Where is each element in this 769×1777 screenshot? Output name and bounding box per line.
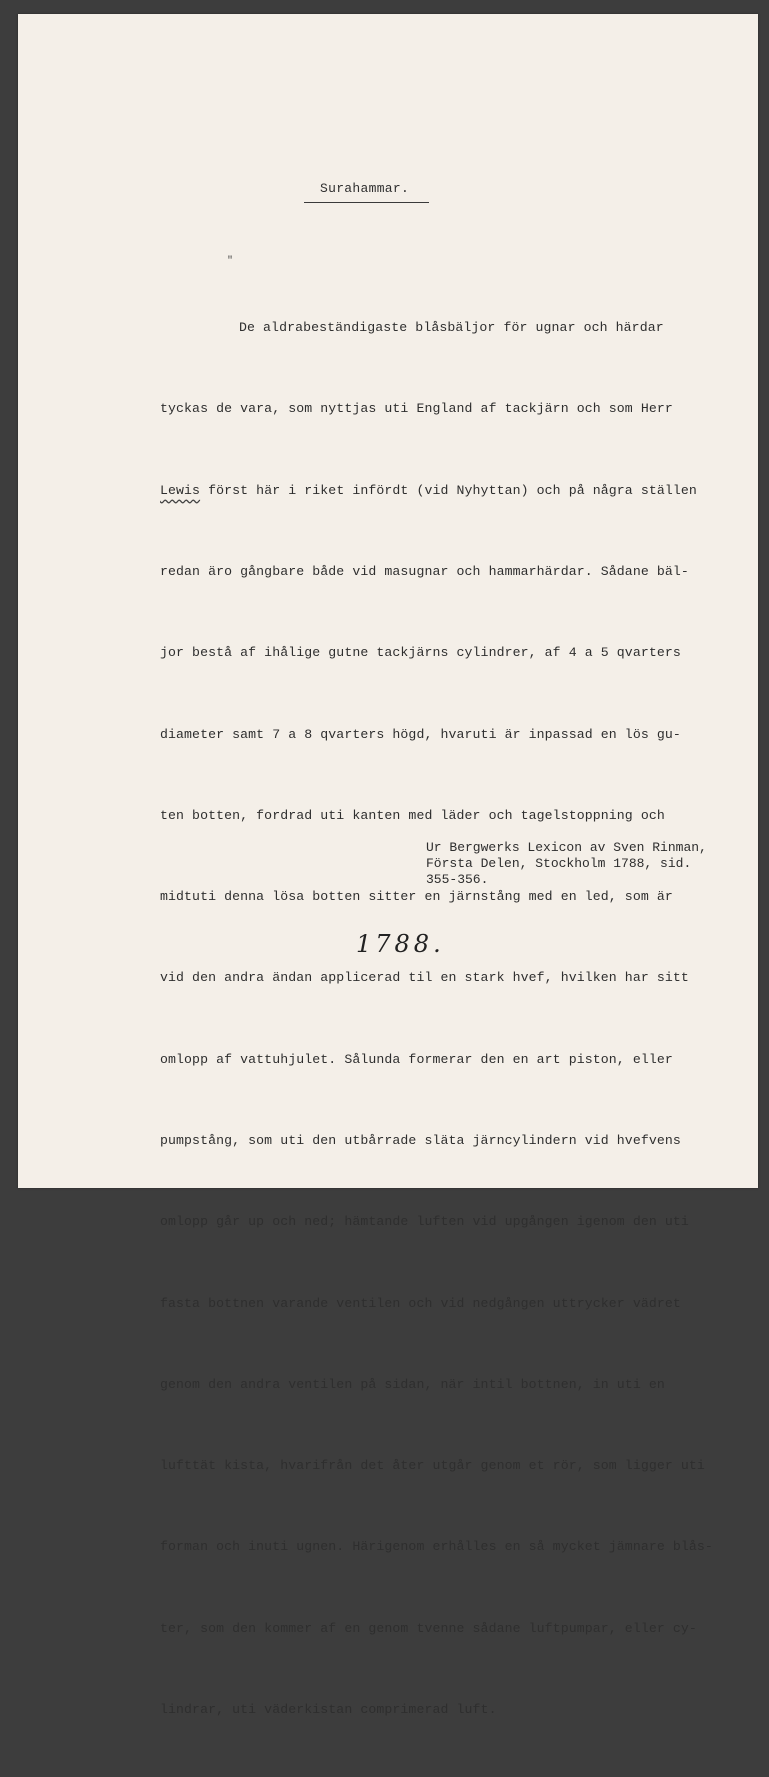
opening-quote-mark: ": [227, 256, 234, 267]
body-line: vid den andra ändan applicerad til en stark hvef, hvilken har sitt: [160, 970, 689, 986]
body-line: midtuti denna lösa botten sitter en järnstång med en led, som är: [160, 889, 673, 905]
citation-line: Ur Bergwerks Lexicon av Sven Rinman,: [426, 840, 707, 855]
body-line: genom den andra ventilen på sidan, när intil bottnen, in uti en: [160, 1376, 665, 1392]
body-line: De aldrabeständigaste blåsbäljor för ugnar och härdar: [239, 320, 664, 336]
citation-line: 355-356.: [426, 872, 489, 887]
body-line-with-name: [160, 477, 740, 504]
document-page: [18, 14, 758, 1717]
body-line: forman och inuti ugnen. Härigenom erhålles en så mycket jämnare blås-: [160, 1539, 713, 1555]
body-line: ter, som den kommer af en genom tvenne sådane luftpumpar, eller cy-: [160, 1620, 697, 1636]
body-line: ten botten, fordrad uti kanten med läder och tagelstoppning och: [160, 807, 665, 823]
body-line: redan äro gångbare både vid masugnar och hammarhärdar. Sådane bäl-: [160, 564, 689, 580]
citation-line: Första Delen, Stockholm 1788, sid.: [426, 856, 692, 871]
underlined-name: Lewis: [160, 482, 201, 498]
body-line-rest: först här i riket infördt (vid Nyhyttan) och på några ställen: [208, 482, 697, 498]
quoted-body-text: [160, 260, 740, 1777]
body-line: diameter samt 7 a 8 qvarters högd, hvaruti är inpassad en lös gu-: [160, 726, 681, 742]
document-title: Surahammar.: [320, 181, 410, 196]
body-line: tyckas de vara, som nyttjas uti England af tackjärn och som Herr: [160, 401, 673, 417]
body-line: omlopp af vattuhjulet. Sålunda formerar den en art piston, eller: [160, 1051, 673, 1067]
body-line: pumpstång, som uti den utbårrade släta järncylindern vid hvefvens: [160, 1133, 681, 1148]
source-citation: [426, 840, 707, 888]
body-line: fasta bottnen varande ventilen och vid nedgången uttrycker vädret: [160, 1295, 681, 1311]
title-underline: [304, 202, 429, 203]
body-line: lufttät kista, hvarifrån det åter utgår genom et rör, som ligger uti: [160, 1458, 705, 1474]
body-line: omlopp går up och ned; hämtande luften vid upgången igenom den uti: [160, 1214, 689, 1230]
body-line: jor bestå af ihålige gutne tackjärns cylindrer, af 4 a 5 qvarters: [160, 645, 681, 661]
handwritten-year: 1788.: [356, 930, 445, 958]
body-line: lindrar, uti väderkistan comprimerad luft.: [160, 1701, 497, 1717]
